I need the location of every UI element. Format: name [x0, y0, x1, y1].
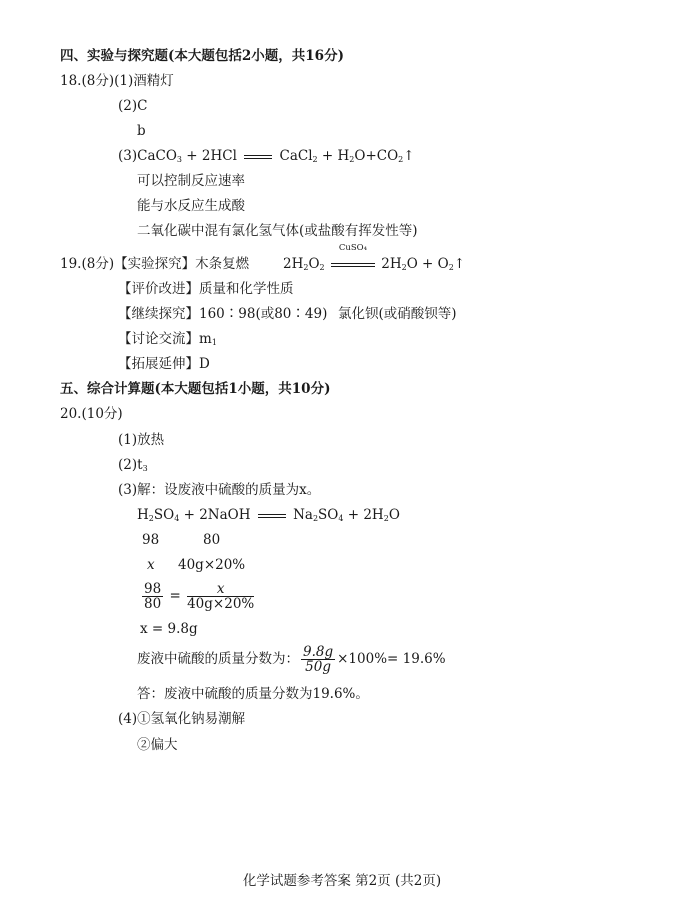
fraction-98-80: $\frac{98}{80}$ — [144, 581, 162, 612]
q18-part3-line3: 二氧化碳中混有氯化氢气体(或盐酸有挥发性等) — [137, 223, 418, 239]
q18-part2b: b — [137, 123, 146, 139]
q19-line4: 【讨论交流】$m_1$ — [118, 331, 217, 347]
equals-sign — [244, 155, 272, 159]
reaction-condition: CuSO₄ — [331, 255, 375, 273]
q20-part4b: ②偏大 — [137, 737, 178, 753]
q19-head: 19.(8分)【实验探究】木条复燃 — [60, 256, 250, 272]
fraction-percent: $\frac{9.8g}{50g}$ — [303, 644, 334, 675]
ratio-80: 80 — [203, 532, 221, 548]
percent-line: 废液中硫酸的质量分数为： $\frac{9.8g}{50g}$ ×100%= 19.6% — [137, 644, 446, 675]
q20-part2: $(2)t_3$ — [118, 457, 148, 473]
q18-head: 18.(8分)(1)酒精灯 — [60, 73, 174, 89]
x-result: x = 9.8g — [140, 621, 198, 637]
row-x: x — [147, 557, 155, 573]
q20-part1: (1)放热 — [118, 432, 165, 448]
q18-part3-equation: (3)CaCO$_3$ + 2HCl CaCl$_2$ + $H_2O+CO_2↑$ — [118, 148, 415, 164]
row-value: 40g×20% — [178, 557, 246, 573]
ratio-98: 98 — [142, 532, 160, 548]
page-footer: 化学试题参考答案 第2页 (共2页) — [242, 873, 442, 889]
answer-line: 答：废液中硫酸的质量分数为19.6%。 — [137, 686, 369, 702]
proportion-equation: $\frac{98}{80}$ = $\frac{x}{40g\times 20\%}$ — [144, 581, 255, 612]
q18-part3-line2: 能与水反应生成酸 — [137, 198, 245, 214]
q19-line3b: 氯化钡(或硝酸钡等) — [338, 306, 457, 322]
q18-part3-line1: 可以控制反应速率 — [137, 173, 245, 189]
q19-line5: 【拓展延伸】D — [118, 356, 210, 372]
q20-part3: (3)解：设废液中硫酸的质量为x。 — [118, 482, 321, 498]
q19-equation: $2H_2O_2$ CuSO₄ $2H_2O$ + $O_2↑$ — [283, 243, 466, 272]
equals-sign — [258, 514, 286, 518]
q20-head: 20.(10分) — [60, 406, 123, 422]
section-4-heading: 四、实验与探究题(本大题包括2小题，共16分) — [60, 48, 344, 64]
section-5-heading: 五、综合计算题(本大题包括1小题，共10分) — [60, 381, 331, 397]
q18-part3-prefix: (3) — [118, 148, 138, 164]
q18-part2a: (2)C — [118, 98, 148, 114]
fraction-x: $\frac{x}{40g\times 20\%}$ — [187, 581, 255, 612]
q19-line2: 【评价改进】质量和化学性质 — [118, 281, 294, 297]
q19-line3a: 【继续探究】160∶98(或80∶49) — [118, 306, 328, 322]
q20-part4a: (4)①氢氧化钠易潮解 — [118, 711, 246, 727]
q20-equation: $H_2SO_4$ + 2NaOH $Na_2SO_4 + 2H_2O$ — [137, 507, 400, 523]
